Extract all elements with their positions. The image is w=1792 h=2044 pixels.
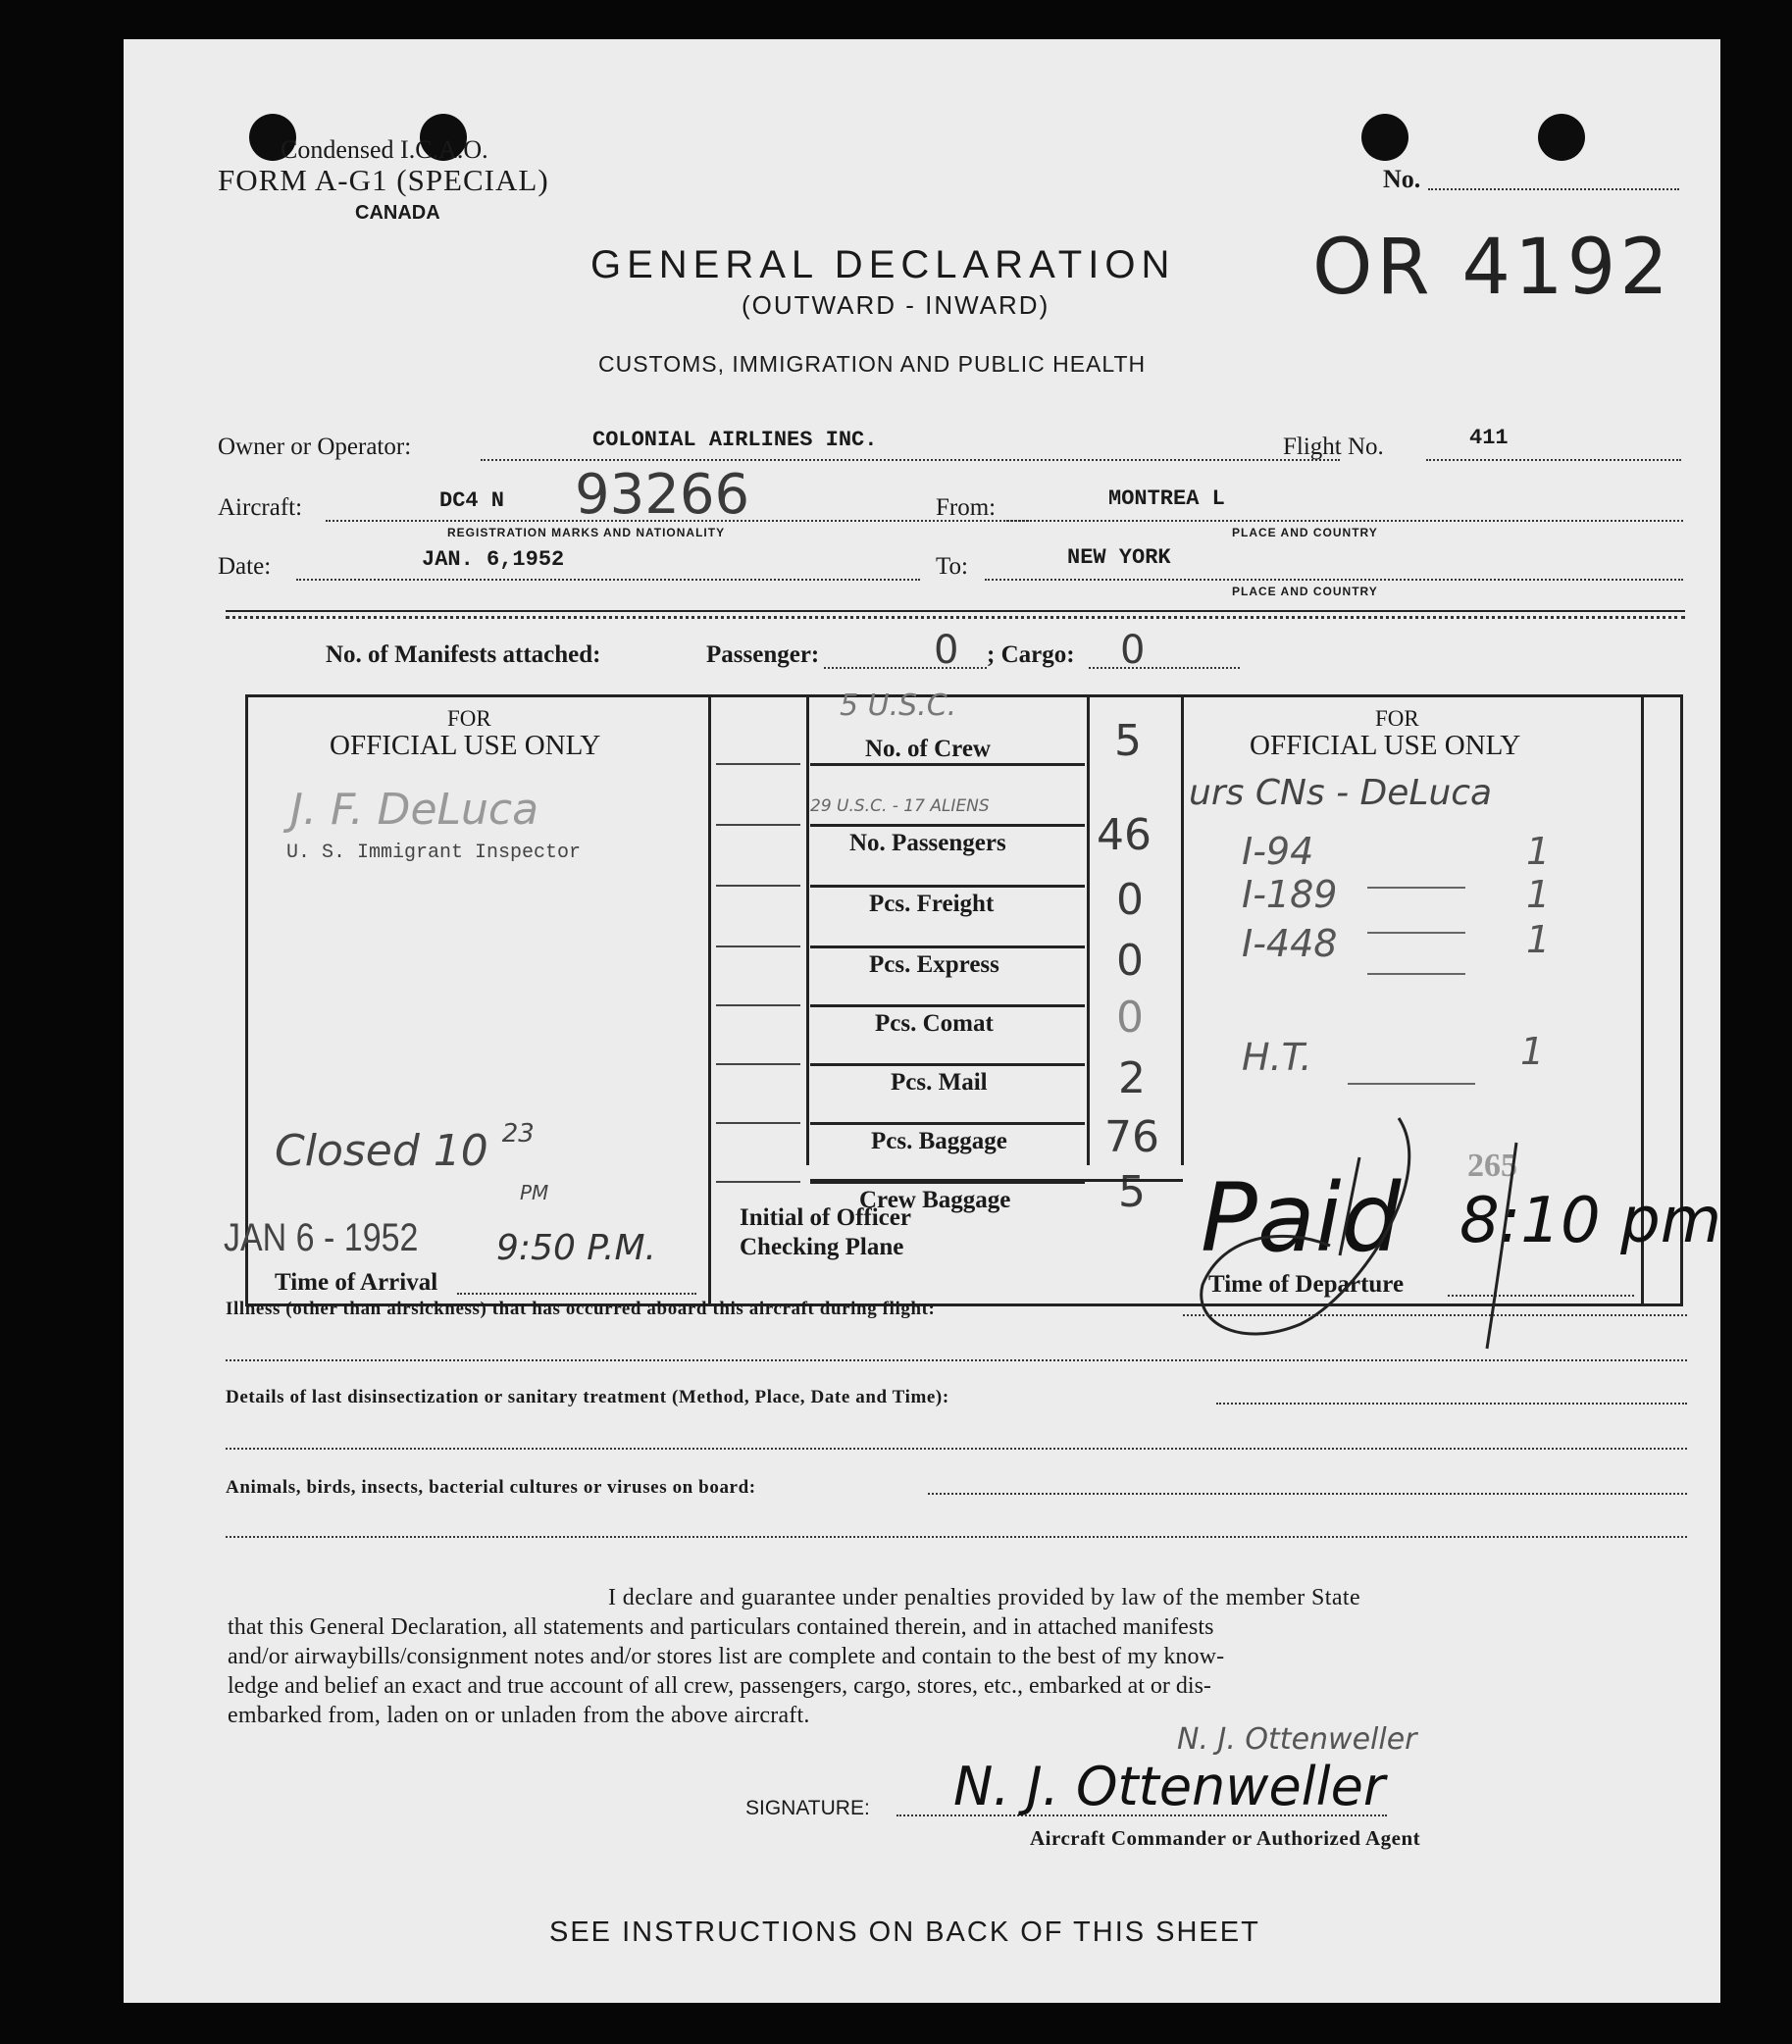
aircraft-label: Aircraft:	[218, 494, 303, 521]
cargo-manifest-line	[1089, 667, 1240, 669]
row-value-crew: 5	[1114, 716, 1142, 766]
form-id: FORM A-G1 (SPECIAL)	[218, 163, 549, 197]
departure-slash-stroke	[1477, 1138, 1536, 1354]
declaration-line: I declare and guarantee under penalties provided by law of the member State	[608, 1585, 1361, 1610]
row-rule	[716, 824, 800, 826]
closed-note-text: Closed 10	[275, 1126, 488, 1176]
left-official-use-for: FOR	[447, 706, 491, 731]
departure-time-value: 8:10 pm	[1459, 1185, 1722, 1257]
owner-value: COLONIAL AIRLINES INC.	[592, 428, 878, 452]
row-rule	[716, 1004, 800, 1006]
form-dash	[1367, 887, 1465, 889]
to-value: NEW YORK	[1067, 545, 1171, 570]
row-value-passengers: 46	[1097, 810, 1152, 860]
disinsectization-label: Details of last disinsectization or sanitary treatment (Method, Place, Date and Time):	[226, 1387, 949, 1407]
row-label-express: Pcs. Express	[869, 951, 999, 978]
disinsectization-line	[1216, 1403, 1687, 1405]
footer-instructions: SEE INSTRUCTIONS ON BACK OF THIS SHEET	[549, 1916, 1260, 1948]
checking-plane-label: Checking Plane	[740, 1234, 904, 1260]
table-divider	[1087, 694, 1090, 1165]
punch-hole	[1538, 114, 1585, 161]
flight-no-value: 411	[1469, 426, 1509, 450]
row-rule	[716, 1063, 800, 1065]
form-dash	[1348, 1083, 1475, 1085]
stamp-265: 265	[1467, 1148, 1517, 1184]
row-rule	[810, 1004, 1085, 1007]
row-rule	[810, 1122, 1085, 1125]
animals-line	[928, 1493, 1687, 1495]
row-value-freight: 0	[1116, 875, 1144, 925]
row-value-baggage: 76	[1104, 1112, 1159, 1162]
date-line	[296, 579, 920, 581]
illness-label: Illness (other than airsickness) that has occurred aboard this aircraft during flight:	[226, 1299, 936, 1319]
header-divider	[226, 610, 1685, 612]
initial-officer-label: Initial of Officer	[740, 1204, 911, 1231]
inspector-signature: J. F. DeLuca	[290, 785, 539, 835]
owner-line	[481, 459, 1340, 461]
passenger-manifest-label: Passenger:	[706, 641, 820, 668]
subheading: CUSTOMS, IMMIGRATION AND PUBLIC HEALTH	[598, 351, 1147, 377]
illness-line-2	[226, 1359, 1687, 1361]
row-label-comat: Pcs. Comat	[875, 1010, 994, 1037]
flight-no-line	[1426, 459, 1681, 461]
signature-upper: N. J. Ottenweller	[1177, 1722, 1417, 1757]
passenger-manifest-value: 0	[934, 628, 959, 673]
row-label-crew: No. of Crew	[865, 736, 991, 762]
from-caption: PLACE AND COUNTRY	[1232, 526, 1378, 539]
registration-caption: REGISTRATION MARKS AND NATIONALITY	[447, 526, 726, 539]
header-divider	[226, 616, 1685, 619]
row-rule	[810, 824, 1085, 827]
row-rule	[810, 763, 1085, 766]
from-value: MONTREA L	[1108, 486, 1225, 511]
row-label-mail: Pcs. Mail	[891, 1069, 988, 1096]
declaration-sheet	[124, 39, 1720, 2003]
closed-time-sup: 23	[501, 1119, 535, 1149]
table-divider	[1181, 694, 1184, 1165]
date-value: JAN. 6,1952	[422, 547, 565, 572]
paid-note: Paid	[1201, 1163, 1402, 1273]
row-label-baggage: Pcs. Baggage	[871, 1128, 1007, 1154]
handwritten-declaration-number: OR 4192	[1312, 224, 1672, 312]
row-rule	[810, 945, 1085, 948]
row-value-express: 0	[1116, 936, 1144, 986]
right-official-use-for: FOR	[1375, 706, 1419, 731]
passenger-note: 29 U.S.C. - 17 ALIENS	[810, 796, 990, 816]
time-of-departure-label: Time of Departure	[1208, 1271, 1405, 1298]
signature-caption: Aircraft Commander or Authorized Agent	[1030, 1826, 1421, 1850]
form-count-i189: 1	[1526, 873, 1551, 916]
declaration-line: that this General Declaration, all statements and particulars contained therein, and in attached manifests	[228, 1614, 1214, 1640]
row-label-crew-baggage: Crew Baggage	[859, 1187, 1011, 1213]
form-count-i448: 1	[1526, 918, 1551, 961]
form-dash	[1367, 973, 1465, 975]
left-official-use-header: OFFICIAL USE ONLY	[330, 730, 601, 761]
flight-no-label: Flight No.	[1283, 434, 1384, 460]
to-caption: PLACE AND COUNTRY	[1232, 585, 1378, 598]
date-label: Date:	[218, 553, 272, 580]
declaration-line: and/or airwaybills/consignment notes and/or stores list are complete and contain to the best of my know-	[228, 1644, 1225, 1669]
inspector-title: U. S. Immigrant Inspector	[286, 842, 582, 864]
form-count-ht: 1	[1520, 1030, 1545, 1073]
signature-label: SIGNATURE:	[745, 1797, 870, 1819]
row-label-freight: Pcs. Freight	[869, 891, 995, 917]
illness-line	[1183, 1314, 1687, 1316]
form-code-i94: I-94	[1242, 830, 1314, 873]
time-of-arrival-label: Time of Arrival	[275, 1269, 438, 1296]
punch-hole	[1361, 114, 1408, 161]
passenger-manifest-line	[824, 667, 987, 669]
row-rule	[716, 945, 800, 947]
table-divider	[806, 694, 809, 1165]
row-rule	[810, 1179, 1183, 1182]
owner-label: Owner or Operator:	[218, 434, 412, 460]
right-handwritten-note: urs CNs - DeLuca	[1189, 773, 1493, 813]
form-no-line	[1428, 188, 1679, 190]
disinsectization-line-2	[226, 1448, 1687, 1450]
to-line	[985, 579, 1683, 581]
row-value-crew-baggage: 5	[1118, 1167, 1146, 1217]
animals-label: Animals, birds, insects, bacterial cultures or viruses on board:	[226, 1477, 756, 1498]
from-line	[1006, 520, 1683, 522]
cargo-manifest-label: ; Cargo:	[987, 641, 1075, 668]
to-label: To:	[936, 553, 968, 580]
declaration-line: embarked from, laden on or unladen from the above aircraft.	[228, 1703, 810, 1728]
departure-line	[1448, 1295, 1634, 1297]
form-count-i94: 1	[1526, 830, 1551, 873]
aircraft-value: DC4 N	[439, 488, 505, 513]
manifests-label: No. of Manifests attached:	[326, 641, 601, 668]
row-value-mail: 2	[1118, 1053, 1146, 1103]
form-country: CANADA	[355, 202, 440, 224]
row-label-passengers: No. Passengers	[849, 830, 1006, 856]
row-rule	[716, 763, 800, 765]
form-code-i448: I-448	[1242, 922, 1338, 965]
row-value-comat: 0	[1116, 993, 1144, 1043]
right-official-use-header: OFFICIAL USE ONLY	[1250, 730, 1521, 761]
aircraft-handwritten-number: 93266	[575, 463, 750, 527]
animals-line-2	[226, 1536, 1687, 1538]
closed-time-note	[275, 1119, 535, 1176]
cargo-manifest-value: 0	[1120, 628, 1146, 673]
form-dash	[1367, 932, 1465, 934]
row-rule	[716, 885, 800, 887]
closed-time-pm: PM	[520, 1181, 549, 1204]
arrival-line	[457, 1293, 696, 1295]
row-rule	[716, 1122, 800, 1124]
row-rule	[716, 1181, 800, 1183]
row-rule	[810, 1063, 1085, 1066]
declaration-line: ledge and belief an exact and true account of all crew, passengers, cargo, stores, etc., embarked at or dis-	[228, 1673, 1211, 1699]
page-subtitle: (OUTWARD - INWARD)	[742, 290, 1050, 320]
row-rule	[810, 885, 1085, 888]
signature-main: N. J. Ottenweller	[953, 1756, 1386, 1817]
crew-note: 5 U.S.C.	[840, 689, 957, 723]
arrival-time-value: 9:50 P.M.	[496, 1228, 656, 1268]
arrival-date-stamp: JAN 6 - 1952	[224, 1216, 419, 1259]
table-divider	[708, 694, 711, 1303]
condensed-icao-label: Condensed I.C.A.O.	[281, 135, 488, 164]
form-code-ht: H.T.	[1242, 1036, 1312, 1079]
page-title: GENERAL DECLARATION	[590, 243, 1176, 286]
form-code-i189: I-189	[1242, 873, 1338, 916]
from-label: From:	[936, 494, 997, 521]
form-no-label: No.	[1383, 165, 1421, 193]
